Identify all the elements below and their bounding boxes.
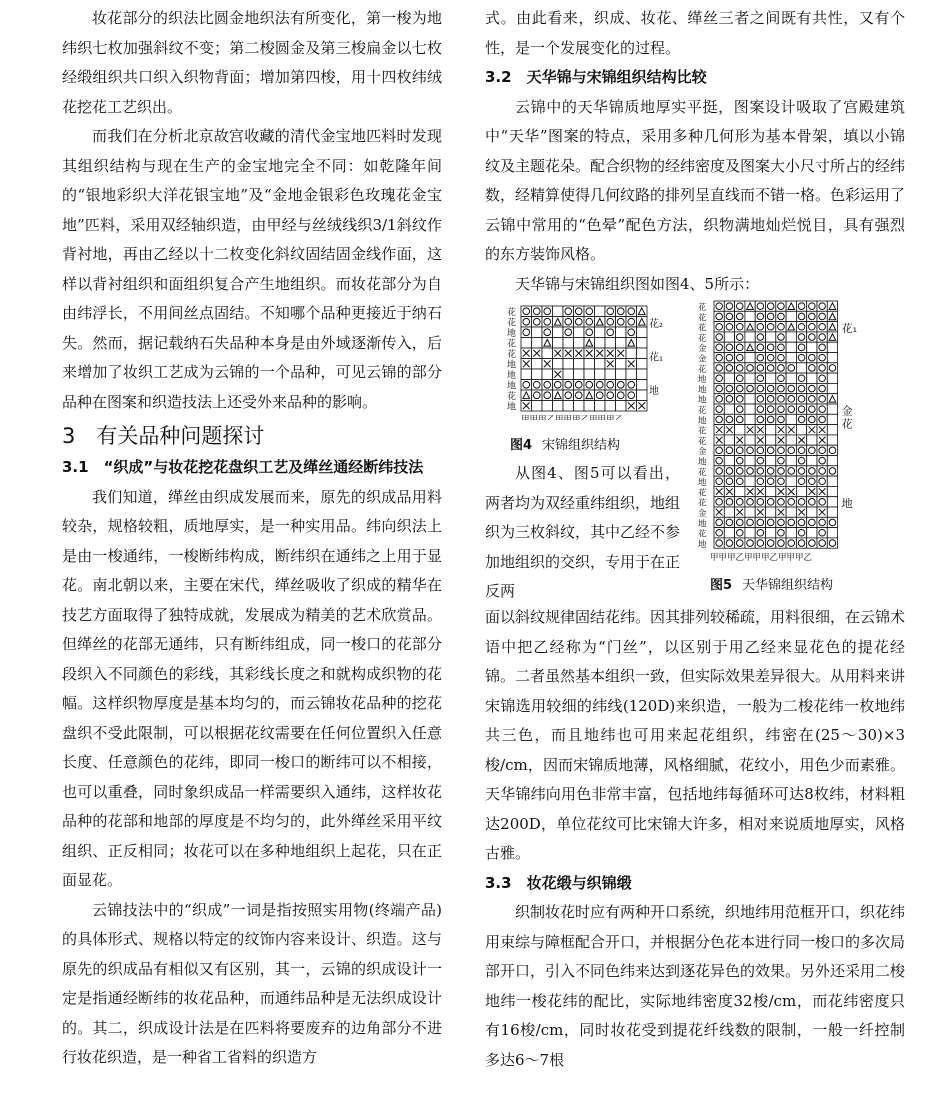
right-lower-block bbox=[485, 603, 905, 1075]
grid-cell bbox=[595, 359, 606, 370]
grid-cell bbox=[595, 369, 606, 380]
grid-cell bbox=[553, 359, 564, 370]
grid-cell bbox=[827, 425, 837, 435]
grid-cell bbox=[563, 338, 574, 349]
grid-cell bbox=[807, 373, 817, 383]
grid-cell bbox=[616, 327, 627, 338]
grid-cell bbox=[766, 332, 776, 342]
figure-number: 图5 bbox=[710, 578, 733, 593]
diagram-label: 花 bbox=[698, 488, 707, 499]
diagram-label: 地 bbox=[507, 371, 517, 381]
diagram-label: 地 bbox=[698, 519, 707, 530]
grid-cell bbox=[735, 486, 745, 496]
diagram-label: 花 bbox=[698, 529, 707, 540]
grid-cell bbox=[553, 401, 564, 412]
diagram-label: 金 bbox=[841, 404, 853, 418]
section-heading: 3 有关品种问题探讨 bbox=[62, 424, 265, 448]
diagram-label: 地 bbox=[841, 497, 853, 510]
subsection-heading: 3.1 “织成”与妆花挖花盘织工艺及缂丝通经断纬技法 bbox=[62, 458, 424, 476]
grid-cell bbox=[786, 373, 796, 383]
grid-cell bbox=[542, 369, 553, 380]
grid-cell bbox=[637, 327, 648, 338]
diagram-label: 花₂ bbox=[649, 319, 664, 330]
diagram-label: 花 bbox=[507, 308, 517, 318]
grid-cell bbox=[745, 528, 755, 538]
grid-cell bbox=[724, 373, 734, 383]
grid-cell bbox=[745, 456, 755, 466]
grid-cell bbox=[616, 401, 627, 412]
diagram-label: 花 bbox=[698, 436, 707, 447]
grid-cell bbox=[827, 383, 837, 393]
grid-cell bbox=[574, 338, 585, 349]
grid-cell bbox=[553, 327, 564, 338]
grid-cell bbox=[595, 338, 606, 349]
grid-cell bbox=[745, 507, 755, 517]
diagram-label: 花 bbox=[698, 364, 707, 375]
grid-cell bbox=[827, 528, 837, 538]
paragraph: 我们知道，缂丝由织成发展而来，原先的织成品用料较杂，规格较粗，质地厚实，是一种实用品。纬向织法上是由一梭通纬，一梭断纬构成，断纬织在通纬之上用于显花。南北朝以来，主要在宋代，缂丝吸收了织成的精华在技艺方面取得了独特成就，发展成为精美的艺术欣赏品。但缂丝的花部无通纬，只有断纬组成，同一梭口的花部分段织入不同颜色的彩线，其彩线长度之和就构成织物的花幅。这样织物厚度是基本均匀的，而云锦妆花品种的挖花盘织不受此限制，可以根据花纹需要在任何位置织入任意长度、任意颜色的花纬，即同一梭口的断纬可以不相接，也可以重叠，同时象织成品一样需要织入通纬，这样妆花品种的花部和地部的厚度是不均匀的，此外缂丝采用平纹组织、正反相同；妆花可以在多种地组织上起花，只在正面显花。 bbox=[62, 487, 442, 889]
grid-cell bbox=[616, 369, 627, 380]
grid-cell bbox=[766, 435, 776, 445]
diagram-label: 花 bbox=[698, 313, 707, 324]
paragraph: 妆花部分的织法比圆金地织法有所变化，第一梭为地纬织七枚加强斜纹不变；第二梭圆金及第三梭扁金以七枚经缎组织共口织入织物背面；增加第四梭，用十四枚纬绒花挖花工艺织出。 bbox=[62, 9, 442, 116]
grid-cell bbox=[595, 401, 606, 412]
diagram-label: 地 bbox=[698, 539, 707, 550]
grid-cell bbox=[807, 507, 817, 517]
paragraph: 天华锦与宋锦组织图如图4、5所示： bbox=[515, 274, 760, 293]
diagram-label: 花 bbox=[698, 426, 707, 437]
grid-cell bbox=[605, 369, 616, 380]
diagram-label: 地 bbox=[698, 416, 707, 427]
grid-cell bbox=[542, 348, 553, 359]
grid-cell bbox=[553, 306, 564, 317]
grid-cell bbox=[574, 401, 585, 412]
grid-cell bbox=[745, 332, 755, 342]
paragraph: 面以斜纹规律固结花纬。因其排列较稀疏，用料很细，在云锦术语中把乙经称为“门丝”，以区别于用乙经来显花色的提花经锦。二者虽然基本组织一致，但实际效果差异很大。从用料来讲宋锦选用较细的纬线(120D)来织造，一般为二梭花纬一枚地纬共三色，而且地纬也可用来起花组织，纬密在(25～30)×3梭/cm，因而宋锦质地薄，风格细腻，花纹小，用色少而素雅。天华锦纬向用色非常丰富，包括地纬每循环可达8枚纬，材料粗达200D，单位花纹可比宋锦大许多，相对来说质地厚实，风格古雅。 bbox=[485, 608, 906, 862]
diagram-label: 花 bbox=[698, 323, 707, 334]
grid-cell bbox=[574, 359, 585, 370]
grid-cell bbox=[563, 401, 574, 412]
grid-cell bbox=[553, 338, 564, 349]
figure-5-diagram bbox=[692, 295, 892, 570]
grid-cell bbox=[584, 401, 595, 412]
diagram-label: 地 bbox=[507, 381, 517, 392]
grid-cell bbox=[807, 435, 817, 445]
diagram-label: 花 bbox=[698, 333, 707, 344]
grid-cell bbox=[724, 332, 734, 342]
grid-cell bbox=[532, 359, 543, 370]
diagram-label: 地 bbox=[507, 402, 517, 413]
grid-cell bbox=[827, 476, 837, 486]
grid-cell bbox=[595, 306, 606, 317]
grid-cell bbox=[542, 401, 553, 412]
diagram-label: 花₁ bbox=[841, 321, 858, 335]
grid-cell bbox=[532, 338, 543, 349]
grid-cell bbox=[626, 348, 637, 359]
grid-cell bbox=[563, 359, 574, 370]
grid-cell bbox=[786, 435, 796, 445]
diagram-label: 地 bbox=[649, 386, 659, 397]
figure-5 bbox=[692, 295, 892, 574]
grid-cell bbox=[796, 363, 806, 373]
figure-4-diagram bbox=[505, 300, 685, 420]
figure-4 bbox=[505, 300, 685, 424]
grid-cell bbox=[766, 507, 776, 517]
grid-cell bbox=[786, 342, 796, 352]
diagram-label: 金 bbox=[698, 447, 707, 458]
grid-cell bbox=[735, 425, 745, 435]
grid-cell bbox=[637, 380, 648, 391]
figure-title: 宋锦组织结构 bbox=[542, 438, 621, 453]
grid-cell bbox=[796, 486, 806, 496]
left-column bbox=[62, 0, 442, 1073]
diagram-label: 金 bbox=[698, 344, 707, 355]
grid-cell bbox=[637, 390, 648, 401]
diagram-label: 金 bbox=[698, 354, 707, 365]
grid-cell bbox=[827, 342, 837, 352]
grid-cell bbox=[807, 528, 817, 538]
paragraph: 云锦技法中的“织成”一词是指按照实用物(终端产品)的具体形式、规格以特定的纹饰内容来设计、织造。这与原先的织成品有相似又有区别，其一，云锦的织成设计一定是指通经断纬的妆花品种，而通纬品种是无法织成设计的。其二，织成设计法是在匹料将要废弃的边角部分不进行妆花织造，是一种省工省料的织造方 bbox=[62, 900, 442, 1066]
wrap-text-block bbox=[485, 459, 680, 607]
subsection-heading: 3.3 妆花缎与织锦缎 bbox=[485, 873, 632, 892]
grid-cell bbox=[532, 401, 543, 412]
grid-cell bbox=[745, 311, 755, 321]
grid-cell bbox=[745, 414, 755, 424]
grid-cell bbox=[786, 528, 796, 538]
grid-cell bbox=[745, 373, 755, 383]
paragraph: 式。由此看来，织成、妆花、缂丝三者之间既有共性，又有个性，是一个发展变化的过程。 bbox=[485, 9, 905, 57]
diagram-label: 地 bbox=[507, 329, 517, 339]
grid-cell bbox=[532, 327, 543, 338]
grid-cell bbox=[574, 369, 585, 380]
grid-cell bbox=[724, 456, 734, 466]
diagram-label: 地 bbox=[698, 385, 707, 396]
figure-number: 图4 bbox=[510, 438, 533, 453]
paragraph: 而我们在分析北京故宫收藏的清代金宝地匹料时发现其组织结构与现在生产的金宝地完全不同：如乾隆年间的“银地彩织大洋花银宝地”及“金地金银彩色玫瑰花金宝地”匹料，采用双经轴织造，由甲经与丝绒线织3/1斜纹作背衬地，再由乙经以十二枚变化斜纹固结固金线作面，这样以背衬组织和面组织复合产生地组织。而妆花部分为自由纬浮长，不用间丝点固结。不知哪个品种更接近于纳石失。然而，据记载纳石失品种本身是由外域逐渐传入，后来增加了妆织工艺成为云锦的一个品种，可见云锦的部分品种在图案和织造技法上还受外来品种的影响。 bbox=[62, 127, 442, 411]
grid-cell bbox=[786, 414, 796, 424]
grid-cell bbox=[574, 327, 585, 338]
grid-cell bbox=[724, 404, 734, 414]
grid-cell bbox=[827, 456, 837, 466]
grid-cell bbox=[637, 348, 648, 359]
diagram-label: 花₁ bbox=[649, 352, 664, 364]
grid-cell bbox=[595, 327, 606, 338]
grid-cell bbox=[827, 486, 837, 496]
grid-cell bbox=[724, 507, 734, 517]
right-column bbox=[485, 0, 905, 299]
grid-cell bbox=[616, 359, 627, 370]
grid-cell bbox=[786, 311, 796, 321]
grid-cell bbox=[563, 369, 574, 380]
diagram-label: 花 bbox=[507, 339, 517, 350]
grid-cell bbox=[827, 435, 837, 445]
grid-cell bbox=[745, 353, 755, 363]
diagram-label: 地 bbox=[698, 375, 707, 386]
grid-cell bbox=[766, 373, 776, 383]
grid-cell bbox=[827, 497, 837, 507]
diagram-label: 花 bbox=[841, 417, 853, 431]
grid-cell bbox=[724, 528, 734, 538]
grid-cell bbox=[766, 425, 776, 435]
diagram-label: 甲甲甲乙甲甲甲乙甲甲甲乙 bbox=[710, 553, 813, 564]
grid-cell bbox=[827, 373, 837, 383]
grid-cell bbox=[584, 359, 595, 370]
diagram-label: 花 bbox=[698, 303, 707, 313]
grid-cell bbox=[827, 404, 837, 414]
subsection-heading: 3.2 天华锦与宋锦组织结构比较 bbox=[485, 68, 707, 86]
grid-cell bbox=[766, 486, 776, 496]
diagram-label: 花 bbox=[507, 350, 517, 360]
grid-cell bbox=[745, 435, 755, 445]
paragraph: 织制妆花时应有两种开口系统，织地纬用范框开口，织花纬用束综与障框配合开口，并根据分色花本进行同一梭口的多次局部开口，引入不同色纬来达到逐花异色的效果。另外还采用二梭地纬一梭花纬的配比，实际地纬密度32梭/cm，而花纬密度只有16梭/cm，同时妆花受到提花纤线数的限制，一般一纤控制多达6～7根 bbox=[485, 903, 906, 1069]
grid-cell bbox=[766, 456, 776, 466]
grid-cell bbox=[807, 342, 817, 352]
grid-cell bbox=[766, 528, 776, 538]
figure-5-caption bbox=[710, 574, 833, 593]
grid-cell bbox=[745, 476, 755, 486]
grid-cell bbox=[786, 476, 796, 486]
diagram-label: 地 bbox=[698, 478, 707, 489]
diagram-label: 花 bbox=[698, 406, 707, 416]
diagram-label: 花 bbox=[698, 498, 707, 509]
grid-cell bbox=[605, 338, 616, 349]
grid-cell bbox=[786, 456, 796, 466]
diagram-label: 花 bbox=[698, 467, 707, 478]
grid-cell bbox=[786, 353, 796, 363]
figure-4-caption bbox=[510, 434, 620, 453]
grid-cell bbox=[521, 369, 532, 380]
diagram-label: 花 bbox=[507, 392, 517, 402]
grid-cell bbox=[584, 369, 595, 380]
grid-cell bbox=[827, 353, 837, 363]
grid-cell bbox=[724, 435, 734, 445]
grid-cell bbox=[637, 338, 648, 349]
grid-cell bbox=[637, 359, 648, 370]
grid-cell bbox=[745, 404, 755, 414]
grid-cell bbox=[827, 507, 837, 517]
grid-cell bbox=[637, 369, 648, 380]
paragraph: 云锦中的天华锦质地厚实平挺，图案设计吸取了宫殿建筑中“天华”图案的特点，采用多种几何形为基本骨架，填以小锦纹及主题花朵。配合织物的经纬密度及图案大小尺寸所占的经纬数，经精算使得几何纹路的排列呈直线而不错一格。色彩运用了云锦中常用的“色晕”配色方法，织物满地灿烂悦目，具有强烈的东方装饰风格。 bbox=[485, 97, 906, 263]
diagram-label: 地 bbox=[698, 457, 707, 468]
grid-cell bbox=[827, 414, 837, 424]
diagram-label: 金 bbox=[698, 509, 707, 519]
figure-title: 天华锦组织结构 bbox=[742, 578, 834, 593]
grid-cell bbox=[745, 394, 755, 404]
grid-cell bbox=[807, 456, 817, 466]
diagram-label: 花 bbox=[507, 318, 517, 329]
grid-cell bbox=[605, 401, 616, 412]
grid-cell bbox=[626, 369, 637, 380]
paragraph: 从图4、图5可以看出，两者均为双经重纬组织，地组织为三枚斜纹，其中乙经不参加地组织的交织，专用于在正反两 bbox=[485, 464, 681, 600]
grid-cell bbox=[786, 507, 796, 517]
grid-cell bbox=[521, 338, 532, 349]
grid-cell bbox=[616, 338, 627, 349]
diagram-label: 甲甲甲乙甲甲甲乙甲甲甲乙 bbox=[521, 415, 624, 420]
diagram-label: 地 bbox=[698, 395, 707, 406]
diagram-label: 地 bbox=[507, 360, 517, 371]
grid-cell bbox=[786, 332, 796, 342]
grid-cell bbox=[796, 425, 806, 435]
grid-cell bbox=[532, 369, 543, 380]
